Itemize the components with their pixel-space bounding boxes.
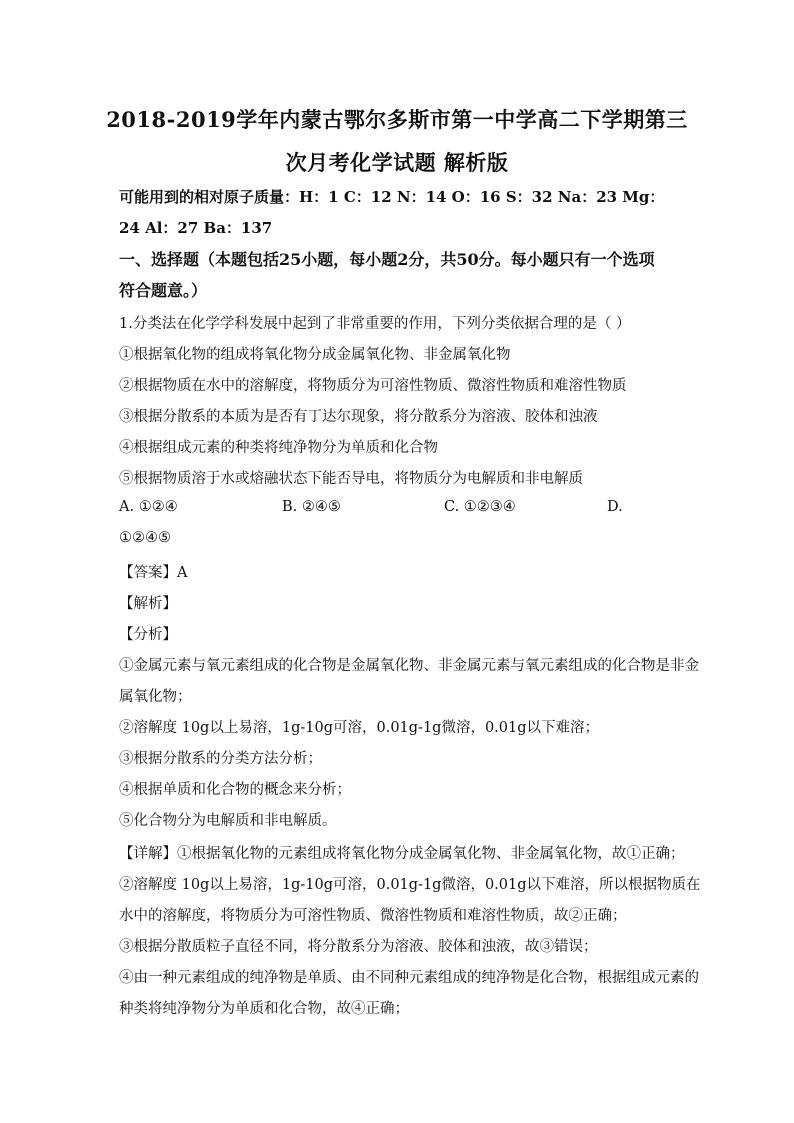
question-item-2: ②根据物质在水中的溶解度，将物质分为可溶性物质、微溶性物质和难溶性物质 xyxy=(119,378,627,394)
option-d-label: D. xyxy=(607,499,623,515)
option-a: A. ①②④ xyxy=(119,499,178,515)
option-b: B. ②④⑤ xyxy=(282,499,341,515)
question-item-4: ④根据组成元素的种类将纯净物分为单质和化合物 xyxy=(119,440,438,456)
section-heading-line-1: 一、选择题（本题包括25小题，每小题2分，共50分。每小题只有一个选项 xyxy=(119,250,655,269)
analysis-line: ③根据分散系的分类方法分析； xyxy=(119,751,322,767)
answer-line: 【答案】A xyxy=(119,565,188,581)
atomic-mass-line-2: 24 Al：27 Ba：137 xyxy=(119,219,273,237)
title-line-1: 2018-2019学年内蒙古鄂尔多斯市第一中学高二下学期第三 xyxy=(106,107,688,132)
detail-line: ②溶解度 10g以上易溶，1g-10g可溶，0.01g-1g微溶，0.01g以下难溶，所以根据物质在 xyxy=(119,877,701,893)
question-item-1: ①根据氧化物的组成将氧化物分成金属氧化物、非金属氧化物 xyxy=(119,347,511,363)
analysis-line: ⑤化合物分为电解质和非电解质。 xyxy=(119,813,337,829)
analysis-line: 属氧化物； xyxy=(119,689,192,705)
detail-line: 【详解】①根据氧化物的元素组成将氧化物分成金属氧化物、非金属氧化物，故①正确； xyxy=(119,846,685,862)
detail-line: ③根据分散质粒子直径不同，将分散系分为溶液、胶体和浊液，故③错误； xyxy=(119,939,598,955)
atomic-mass-line-1: 可能用到的相对原子质量：H：1 C：12 N：14 O：16 S：32 Na：23 Mg： xyxy=(119,188,665,206)
question-item-3: ③根据分散系的本质为是否有丁达尔现象，将分散系分为溶液、胶体和浊液 xyxy=(119,409,598,425)
detail-line: 种类将纯净物分为单质和化合物，故④正确； xyxy=(119,1001,409,1017)
question-item-5: ⑤根据物质溶于水或熔融状态下能否导电，将物质分为电解质和非电解质 xyxy=(119,471,583,487)
title-line-2: 次月考化学试题 解析版 xyxy=(285,150,509,175)
fenxi-heading: 【分析】 xyxy=(119,627,177,643)
option-c: C. ①②③④ xyxy=(444,499,516,515)
analysis-line: ①金属元素与氧元素组成的化合物是金属氧化物、非金属元素与氧元素组成的化合物是非金 xyxy=(119,658,699,674)
question-stem: 1.分类法在化学学科发展中起到了非常重要的作用，下列分类依据合理的是（ ） xyxy=(119,316,631,332)
option-d-value: ①②④⑤ xyxy=(119,530,171,546)
analysis-line: ④根据单质和化合物的概念来分析； xyxy=(119,782,351,798)
analysis-line: ②溶解度 10g以上易溶，1g-10g可溶，0.01g-1g微溶，0.01g以下难溶； xyxy=(119,720,600,736)
analysis-heading: 【解析】 xyxy=(119,596,177,612)
detail-line: 水中的溶解度，将物质分为可溶性物质、微溶性物质和难溶性物质，故②正确； xyxy=(119,908,627,924)
section-heading-line-2: 符合题意。） xyxy=(119,281,208,300)
detail-line: ④由一种元素组成的纯净物是单质、由不同种元素组成的纯净物是化合物，根据组成元素的 xyxy=(119,970,699,986)
